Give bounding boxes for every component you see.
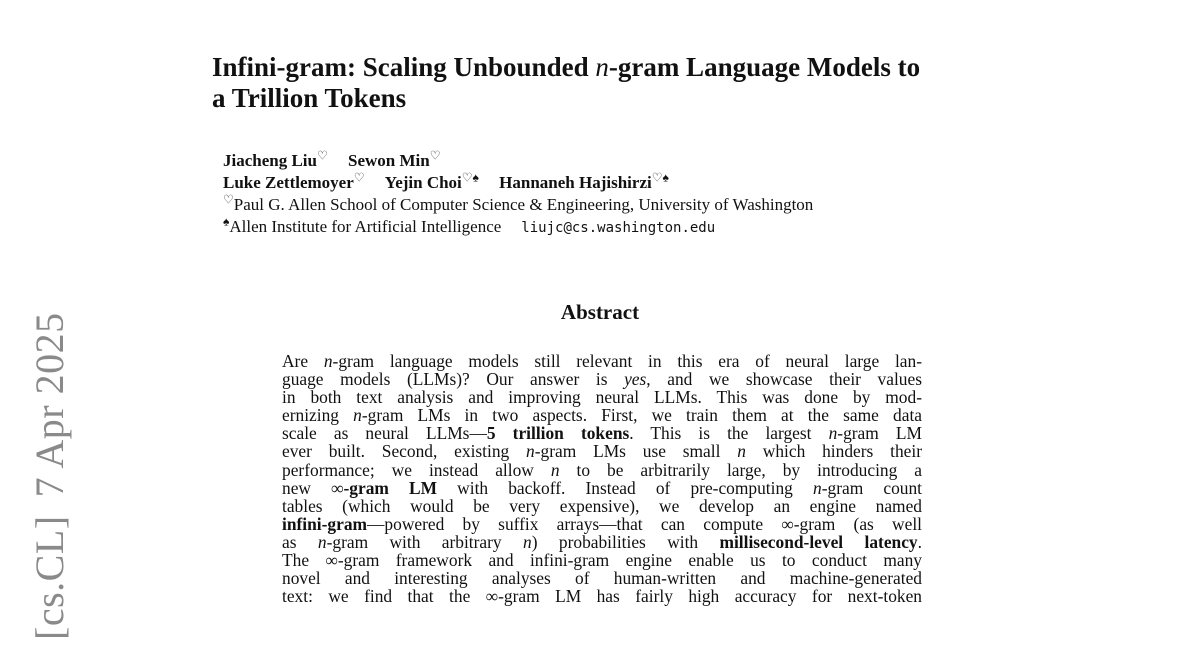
abstract-text-run: with backoff. Instead of pre-computing [437,477,813,498]
abstract-line [282,551,922,569]
author-email[interactable]: liujc@cs.washington.edu [521,220,716,236]
abstract-text-run: tables (which would be very expensive), we develop an engine named [282,495,922,516]
paper-title [212,52,1032,114]
abstract-text-run: -gram LMs use small [534,441,738,462]
abstract-text-run: new [282,477,332,498]
abstract-line [282,352,922,370]
abstract-text-run: n [813,477,822,498]
abstract-line [282,370,922,388]
abstract-text-run: , and we showcase their values [646,369,922,390]
affiliation-mark: ♠ [223,214,230,229]
abstract-heading: Abstract [560,300,640,324]
affiliation-uw [223,194,813,216]
author-name: Jiacheng Liu♡ [223,148,328,170]
abstract-text-run: ∞-gram LM [331,477,438,498]
affiliation-mark: ♡ [353,170,365,185]
abstract-text-run: in both text analysis and improving neural LLMs. This was done by mod- [282,387,922,408]
title-part-2: -gram Language Models to [608,52,921,82]
abstract-text-run: n [828,423,838,444]
abstract-text-run: to be arbitrarily large, by introducing a [559,459,922,480]
abstract-line [282,569,922,587]
affiliation-ai2 [223,216,813,239]
abstract-line [282,442,922,460]
abstract-text-run: millisecond-level latency [719,531,918,552]
abstract-text-run: n [353,405,362,426]
abstract-text-run: -gram LM [837,423,922,444]
title-line-2: a Trillion Tokens [212,83,407,113]
abstract-text-run: novel and interesting analyses of human-written and machine-generated [282,568,922,589]
abstract-text-run: —powered by suffix arrays—that can compute ∞-gram (as well [367,513,922,534]
abstract-text-run: n [737,441,746,462]
affiliation-text: Paul G. Allen School of Computer Science & Engineering, University of Washington [233,195,814,214]
abstract-line [282,461,922,479]
abstract-text-run: n [550,459,560,480]
abstract-text-run: performance; we instead allow [282,459,551,480]
abstract-line [282,479,922,497]
abstract-line [282,587,922,605]
affiliation-mark: ♡ [317,148,328,163]
abstract-text-run: n [526,441,535,462]
abstract-text-run: scale as neural LLMs— [282,423,487,444]
arxiv-side-stamp [26,312,73,640]
abstract-text-run: ever built. Second, existing [282,441,527,462]
abstract-text-run: n [323,351,333,371]
author-name: Yejin Choi♡♠ [384,170,479,192]
abstract-line [282,388,922,406]
abstract-text-run: . This is the largest [629,423,829,444]
author-line-1 [223,150,813,172]
abstract-text-run: ) probabilities with [531,531,720,552]
abstract-text-run: -gram count [821,477,922,498]
abstract-line [282,515,922,533]
abstract-line [282,424,922,442]
abstract-line [282,497,922,515]
abstract-text-run: Are [282,351,324,371]
abstract-text-run: ernizing [282,405,354,426]
abstract-text-run: The ∞-gram framework and infini-gram engine enable us to conduct many [282,550,922,571]
abstract-text-run: 5 trillion tokens [486,423,630,444]
abstract-line [282,533,922,551]
affiliation-mark: ♡ [223,192,234,207]
abstract-text-run: . [917,531,922,552]
abstract-text-run: as [282,531,318,552]
author-name: Hannaneh Hajishirzi♡♠ [499,170,669,192]
abstract-text-run: guage models (LLMs)? Our answer is [282,369,625,390]
abstract-text-run: which hinders their [745,441,922,462]
abstract-line [282,406,922,424]
arxiv-date: 7 Apr 2025 [27,312,72,498]
author-name: Sewon Min♡ [348,148,441,170]
abstract-text-run: n [523,531,532,552]
title-n: n [595,52,609,82]
affiliation-mark: ♡♠ [461,170,479,185]
author-line-2 [223,172,813,194]
abstract-text-run: n [317,531,327,552]
arxiv-category: [cs.CL] [27,515,72,640]
abstract-text-run: text: we find that the ∞-gram LM has fairly high accuracy for next-token [282,586,922,607]
affiliation-mark: ♡ [429,148,441,163]
affiliation-mark: ♡♠ [651,170,669,185]
author-block [223,150,813,239]
author-name: Luke Zettlemoyer♡ [223,170,365,192]
abstract-text-run: infini-gram [282,513,368,534]
title-part-1: Infini-gram: Scaling Unbounded [212,52,596,82]
abstract-body [282,352,922,605]
abstract-text-run: -gram LMs in two aspects. First, we train them at the same data [361,405,922,426]
abstract-text-run: -gram language models still relevant in this era of neural large lan- [332,351,922,371]
abstract-text-run: -gram with arbitrary [326,531,524,552]
affiliation-text: Allen Institute for Artificial Intelligence [229,217,502,236]
abstract-text-run: yes [624,369,647,390]
